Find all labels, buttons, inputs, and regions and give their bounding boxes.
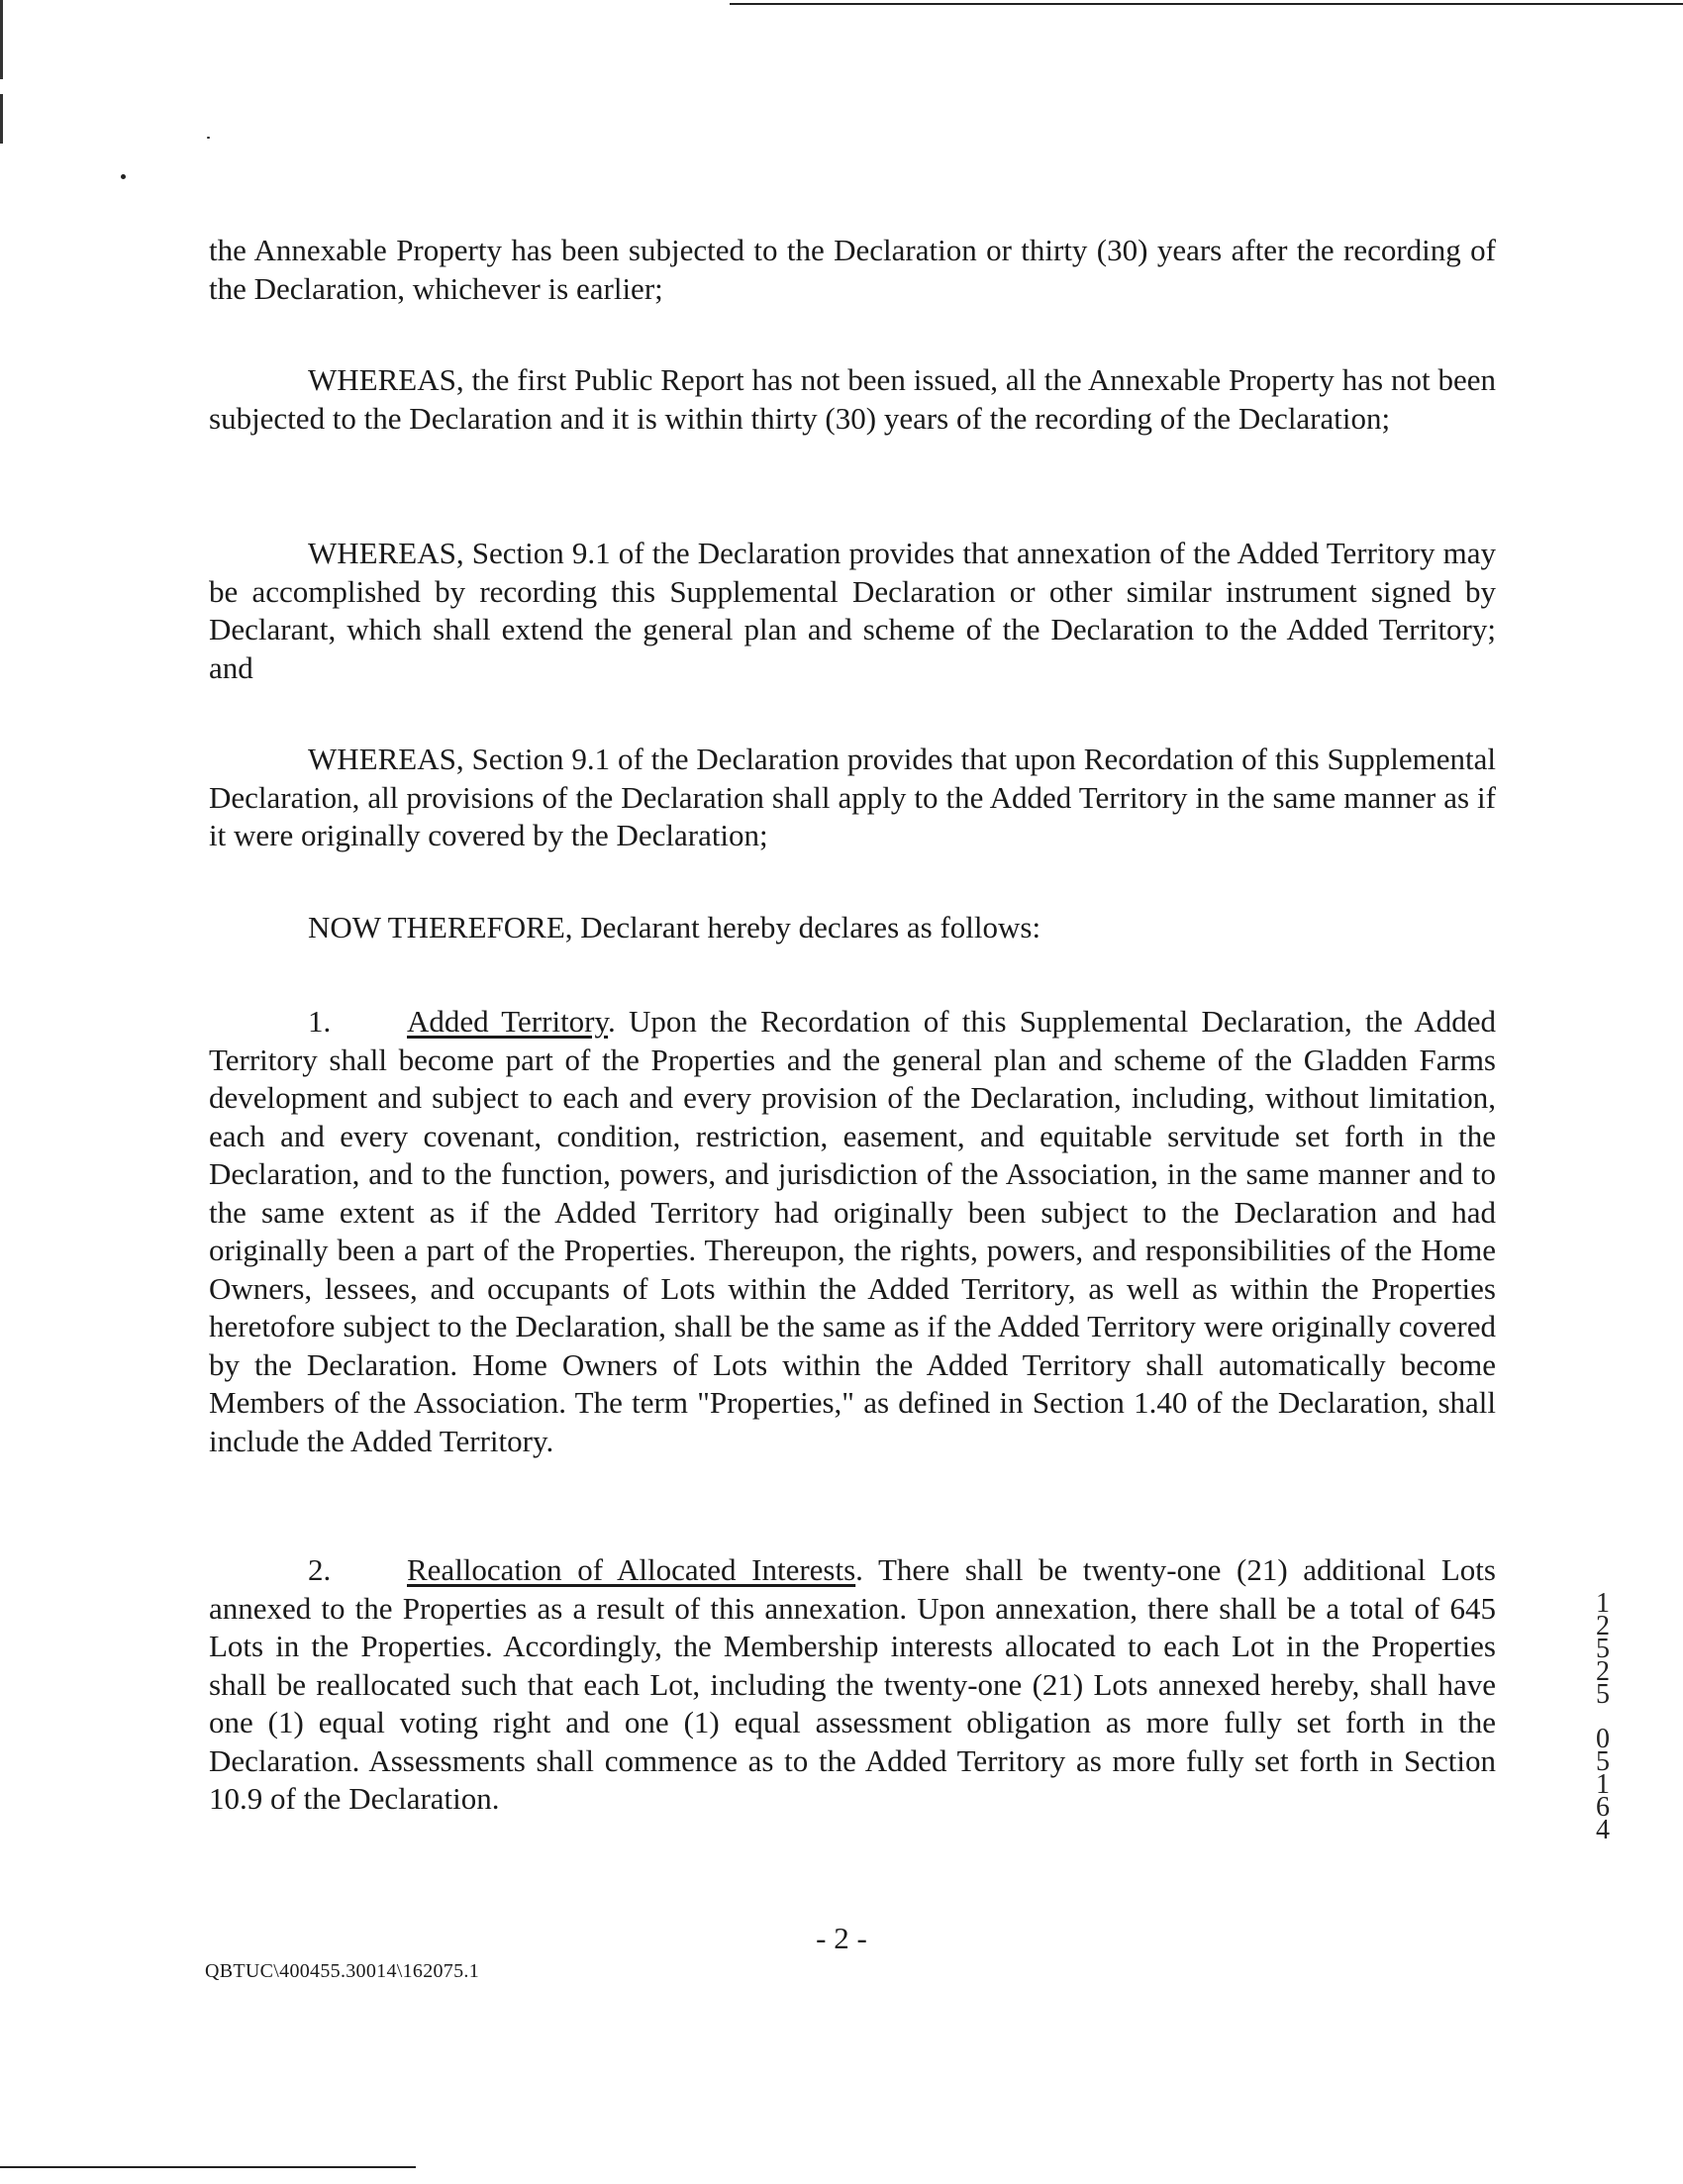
stamp-digit: 2 [1596, 1611, 1610, 1641]
footer-document-id: QBTUC\400455.30014\162075.1 [205, 1960, 479, 1982]
scan-speck [121, 174, 126, 179]
stamp-digit: 1 [1596, 1588, 1610, 1619]
section-heading: Reallocation of Allocated Interests [407, 1552, 856, 1587]
stamp-digit: 4 [1596, 1815, 1610, 1845]
section-2-reallocation [209, 1551, 1496, 1819]
whereas-public-report: WHEREAS, the first Public Report has not been issued, all the Annexable Property has not been subjected to the Declaration and it is within thirty (30) years of the recording of the Declaration; [209, 362, 1496, 436]
scan-left-edge [0, 0, 3, 79]
stamp-digit: 5 [1596, 1634, 1610, 1664]
now-therefore-clause: NOW THEREFORE, Declarant hereby declares as follows: [308, 910, 1041, 944]
section-body: . There shall be twenty-one (21) additional Lots annexed to the Properties as a result of this annexation. Upon annexation, there shall be a total of 645 Lots in the Properties. Accordingly, the Membership interests allocated to each Lot in the Properties shall be reallocated such that each Lot, including the twenty-one (21) Lots annexed hereby, shall have one (1) equal voting right and one (1) equal assessment obligation as more fully set forth in the Declaration. Assessments shall commence as to the Added Territory as more fully set forth in Section 10.9 of the Declaration. [209, 1552, 1496, 1816]
scan-speck-small [207, 137, 210, 139]
stamp-page-digits [1588, 1724, 1618, 1845]
stamp-digit: 5 [1596, 1679, 1610, 1710]
section-heading: Added Territory [407, 1004, 608, 1039]
stamp-digit: 0 [1596, 1724, 1610, 1754]
whereas-section-9-1-recordation: WHEREAS, Section 9.1 of the Declaration provides that upon Recordation of this Supplemental Declaration, all provisions of the Declaration shall apply to the Added Territory in the same manner as if it were originally covered by the Declaration; [209, 742, 1496, 852]
scan-left-edge-lower [0, 94, 3, 144]
stamp-digit: 6 [1596, 1792, 1610, 1823]
stamp-digit: 2 [1596, 1656, 1610, 1687]
scan-bottom-rule [0, 2166, 416, 2168]
section-body: . Upon the Recordation of this Supplemental Declaration, the Added Territory shall become part of the Properties and the general plan and scheme of the Gladden Farms development and subject to each and every provision of the Declaration, including, without limitation, each and every covenant, condition, restriction, easement, and equitable servitude set forth in the Declaration, and to the function, powers, and jurisdiction of the Association, in the same manner and to the same extent as if the Added Territory had originally been subject to the Declaration and had originally been a part of the Properties. Thereupon, the rights, powers, and responsibilities of the Home Owners, lessees, and occupants of Lots within the Added Territory, as well as within the Properties heretofore subject to the Declaration, shall be the same as if the Added Territory were originally covered by the Declaration. Home Owners of Lots within the Added Territory shall automatically become Members of the Association. The term "Properties," as defined in Section 1.40 of the Declaration, shall include the Added Territory. [209, 1004, 1496, 1458]
stamp-digit: 1 [1596, 1769, 1610, 1800]
page-number: - 2 - [816, 1921, 867, 1955]
whereas-section-9-1-annexation: WHEREAS, Section 9.1 of the Declaration provides that annexation of the Added Territory may be accomplished by recording this Supplemental Declaration or other similar instrument signed by Declarant, which shall extend the general plan and scheme of the Declaration to the Added Territory; and [209, 536, 1496, 685]
section-1-added-territory [209, 1003, 1496, 1460]
intro-continuation: the Annexable Property has been subjected to the Declaration or thirty (30) years after the recording of the Declaration, whichever is earlier; [209, 233, 1496, 306]
stamp-digit: 5 [1596, 1746, 1610, 1777]
stamp-book-digits [1588, 1588, 1618, 1710]
section-number: 1. [308, 1004, 332, 1039]
scan-top-rule [730, 3, 1683, 5]
section-number: 2. [308, 1552, 332, 1587]
recording-stamp [1588, 1588, 1618, 1845]
